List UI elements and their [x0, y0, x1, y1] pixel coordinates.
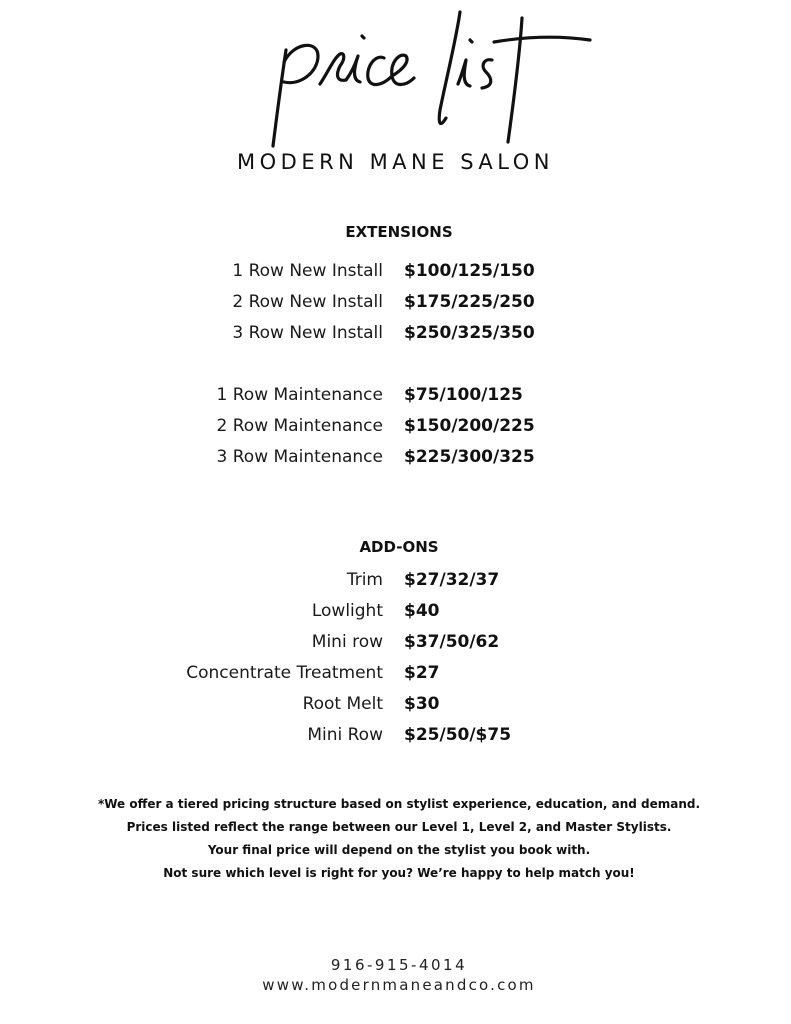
price-row: [0, 663, 791, 687]
service-price: $75/100/125: [404, 385, 523, 405]
phone-number: 916-915-4014: [330, 956, 468, 974]
price-list-script-lettering: [0, 0, 791, 150]
service-price: $37/50/62: [404, 632, 500, 652]
service-label: Root Melt: [302, 694, 383, 714]
service-price: $25/50/$75: [404, 725, 512, 745]
pricing-note-line: Not sure which level is right for you? We’re happy to help match you!: [163, 866, 635, 880]
pricing-note-line: Prices listed reflect the range between our Level 1, Level 2, and Master Stylists.: [126, 820, 672, 834]
pricing-note: [0, 793, 791, 885]
service-label: Trim: [346, 570, 383, 590]
service-label: 2 Row New Install: [232, 292, 383, 312]
service-label: Mini Row: [307, 725, 383, 745]
service-label: 1 Row New Install: [232, 261, 383, 281]
price-row: [0, 323, 791, 347]
addons-heading: ADD-ONS: [359, 538, 439, 556]
price-row: [0, 292, 791, 316]
pricing-note-line: *We offer a tiered pricing structure based on stylist experience, education, and demand.: [97, 797, 701, 811]
service-price: $100/125/150: [404, 261, 535, 281]
service-price: $27/32/37: [404, 570, 500, 590]
service-price: $250/325/350: [404, 323, 535, 343]
price-row: [0, 725, 791, 749]
price-row: [0, 570, 791, 594]
price-row: [0, 416, 791, 440]
service-label: 3 Row New Install: [232, 323, 383, 343]
service-price: $150/200/225: [404, 416, 535, 436]
service-price: $40: [404, 601, 440, 621]
service-label: 2 Row Maintenance: [216, 416, 383, 436]
pricing-note-line: Your final price will depend on the stylist you book with.: [207, 843, 591, 857]
service-label: 3 Row Maintenance: [216, 447, 383, 467]
price-list-script-title: [0, 0, 791, 150]
service-price: $30: [404, 694, 440, 714]
salon-name: MODERN MANE SALON: [237, 150, 554, 174]
price-row: [0, 632, 791, 656]
service-label: Lowlight: [311, 601, 383, 621]
price-row: [0, 385, 791, 409]
service-price: $175/225/250: [404, 292, 535, 312]
service-label: 1 Row Maintenance: [216, 385, 383, 405]
price-row: [0, 261, 791, 285]
service-price: $225/300/325: [404, 447, 535, 467]
service-price: $27: [404, 663, 440, 683]
price-row: [0, 601, 791, 625]
service-label: Mini row: [311, 632, 383, 652]
website-url: www.modernmaneandco.com: [262, 976, 536, 994]
extensions-heading: EXTENSIONS: [345, 223, 453, 241]
price-row: [0, 447, 791, 471]
service-label: Concentrate Treatment: [186, 663, 383, 683]
price-row: [0, 694, 791, 718]
